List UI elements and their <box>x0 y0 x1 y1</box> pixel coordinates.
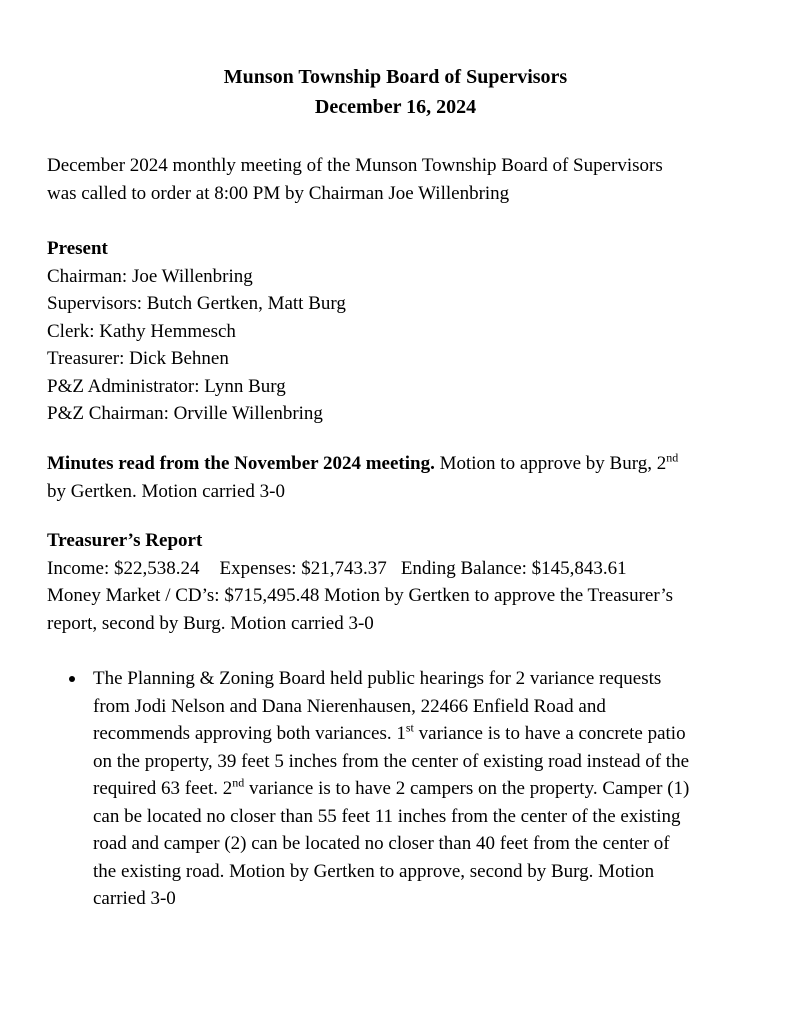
treasurer-line: Money Market / CD’s: $715,495.48 Motion by Gertken to approve the Treasurer’s <box>47 585 674 606</box>
bullet-list <box>66 665 746 913</box>
document-header <box>0 62 791 122</box>
meeting-date: December 16, 2024 <box>314 96 477 118</box>
pz-text: required 63 feet. 2 <box>93 778 233 799</box>
ordinal-suffix: nd <box>666 450 679 465</box>
minutes-line: by Gertken. Motion carried 3-0 <box>47 480 285 502</box>
present-member: Clerk: Kathy Hemmesch <box>47 320 236 342</box>
pz-line: carried 3-0 <box>93 888 176 909</box>
bullet-icon <box>69 676 75 682</box>
list-item <box>66 665 746 913</box>
present-section <box>47 235 757 428</box>
pz-line: from Jodi Nelson and Dana Nierenhausen, 22466 Enfield Road and <box>93 695 606 717</box>
minutes-line <box>47 450 757 478</box>
expenses-value: Expenses: $21,743.37 <box>219 557 387 579</box>
income-value: Income: $22,538.24 <box>47 557 200 579</box>
present-member: Treasurer: Dick Behnen <box>47 348 229 369</box>
pz-line: the existing road. Motion by Gertken to approve, second by Burg. Motion <box>93 860 655 882</box>
treasurer-section <box>47 527 757 637</box>
pz-text: variance is to have a concrete patio <box>413 723 686 744</box>
minutes-section <box>47 450 757 505</box>
ending-balance-value: Ending Balance: $145,843.61 <box>400 557 627 579</box>
intro-paragraph <box>47 152 757 207</box>
present-member: Chairman: Joe Willenbring <box>47 265 253 287</box>
pz-line: can be located no closer than 55 feet 11 inches from the center of the existing <box>93 805 681 827</box>
treasurer-figures <box>47 555 757 583</box>
minutes-heading: Minutes read from the November 2024 meeting. <box>47 453 435 474</box>
document-title: Munson Township Board of Supervisors <box>223 66 568 88</box>
ordinal-suffix: nd <box>232 775 245 790</box>
pz-text: variance is to have 2 campers on the property. Camper (1) <box>244 778 690 799</box>
ordinal-suffix: st <box>405 720 414 735</box>
pz-line: on the property, 39 feet 5 inches from the center of existing road instead of the <box>93 750 690 772</box>
present-heading: Present <box>47 238 108 259</box>
pz-line <box>93 775 746 803</box>
treasurer-line: report, second by Burg. Motion carried 3-0 <box>47 612 374 634</box>
pz-line: road and camper (2) can be located no closer than 40 feet from the center of <box>93 833 670 854</box>
pz-line <box>93 720 746 748</box>
present-member: P&Z Chairman: Orville Willenbring <box>47 403 323 424</box>
intro-line: December 2024 monthly meeting of the Munson Township Board of Supervisors <box>47 155 663 176</box>
pz-line: The Planning & Zoning Board held public hearings for 2 variance requests <box>93 668 662 689</box>
present-member: P&Z Administrator: Lynn Burg <box>47 375 286 397</box>
pz-text: recommends approving both variances. 1 <box>93 723 406 744</box>
intro-line: was called to order at 8:00 PM by Chairman Joe Willenbring <box>47 182 510 204</box>
treasurer-heading: Treasurer’s Report <box>47 530 203 551</box>
present-member: Supervisors: Butch Gertken, Matt Burg <box>47 293 346 314</box>
minutes-text: Motion to approve by Burg, 2 <box>434 453 667 474</box>
